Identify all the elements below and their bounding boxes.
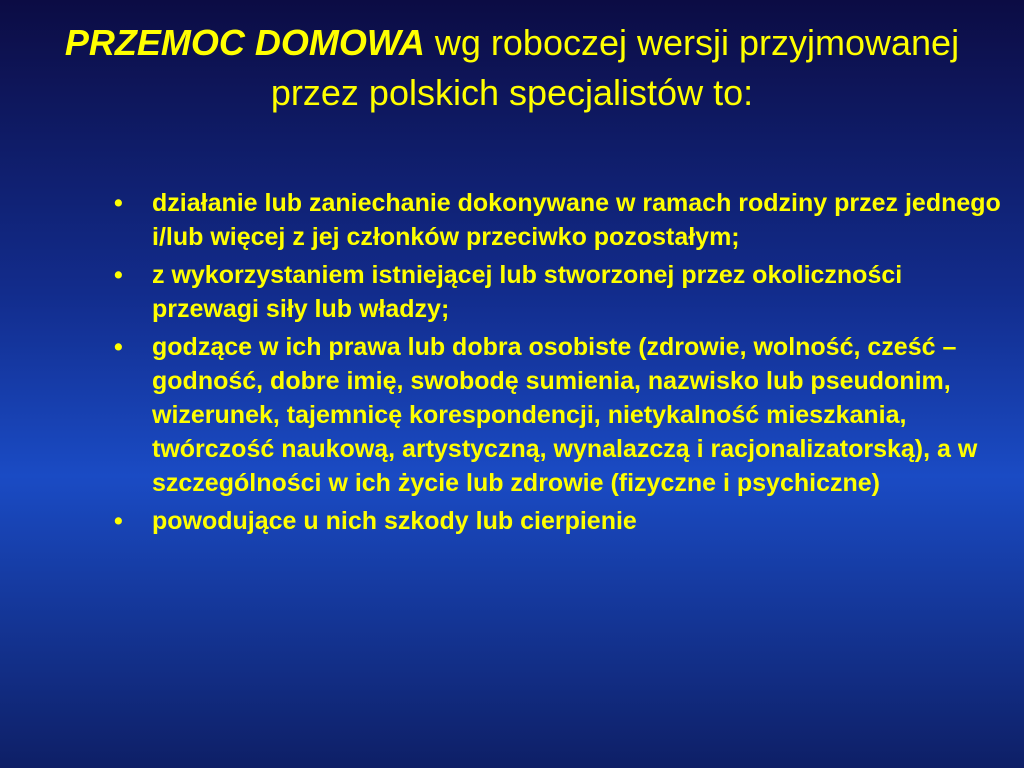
bullet-item (110, 258, 1010, 326)
bullet-text: działanie lub zaniechanie dokonywane w ramach rodziny przez jednego i/lub więcej z jej członków przeciwko pozostałym; (152, 189, 1001, 251)
bullet-item (110, 330, 1010, 500)
slide-title (40, 18, 984, 118)
bullet-icon: • (114, 333, 123, 361)
bullet-item (110, 186, 1010, 254)
bullet-text: z wykorzystaniem istniejącej lub stworzonej przez okoliczności przewagi siły lub władzy; (152, 261, 903, 323)
bullet-text: godzące w ich prawa lub dobra osobiste (zdrowie, wolność, cześć – godność, dobre imię, swobodę sumienia, nazwisko lub pseudonim, wizerunek, tajemnicę korespondencji, nietykalność mieszkania, twórczość naukową, artystyczną, wynalazczą i racjonalizatorską), a w szczególności w ich życie lub zdrowie (fizyczne i psychiczne) (152, 333, 978, 497)
bullet-item (110, 504, 1010, 538)
bullet-text: powodujące u nich szkody lub cierpienie (152, 507, 637, 535)
bullet-icon: • (114, 507, 123, 535)
bullet-icon: • (114, 189, 123, 217)
bullet-list (110, 186, 1010, 542)
slide-title-rest: wg roboczej wersji przyjmowanej przez polskich specjalistów to: (270, 22, 960, 113)
slide-title-emphasis: PRZEMOC DOMOWA (64, 22, 425, 63)
bullet-icon: • (114, 261, 123, 289)
